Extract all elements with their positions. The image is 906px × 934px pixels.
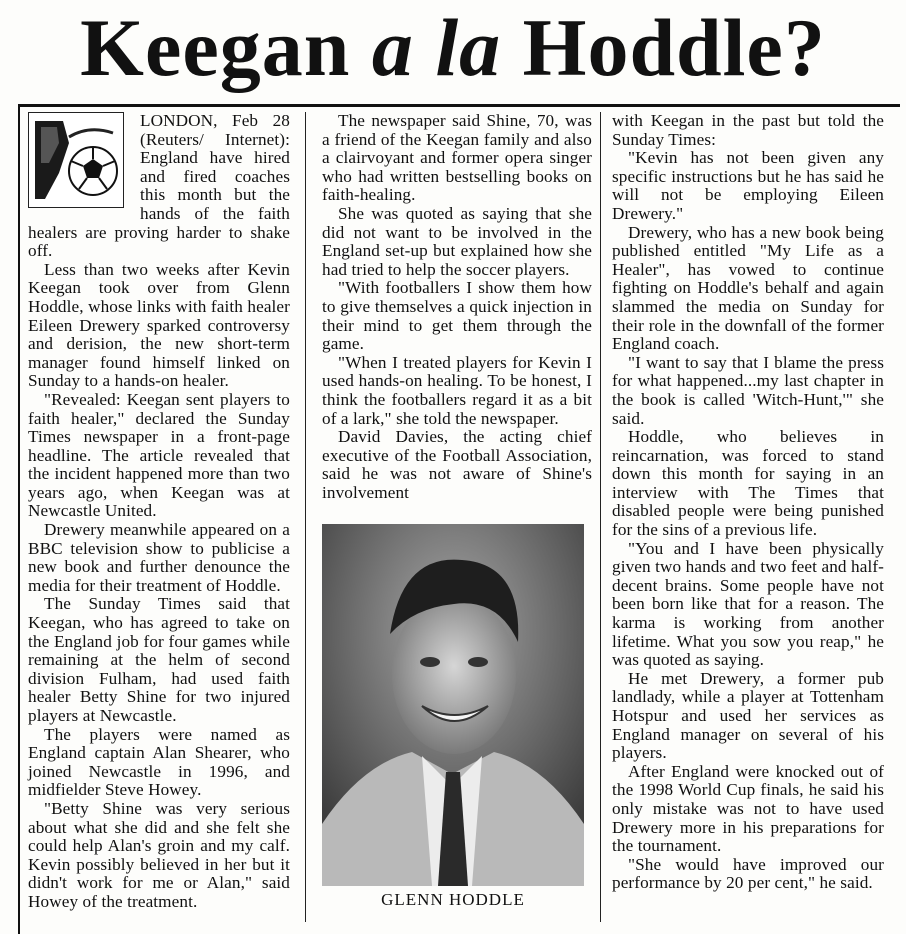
article-column-2 [322,112,592,502]
col2-p2: She was quoted as saying that she did not want to be involved in the England set-up but explained how she had tried to help the soccer players. [322,203,592,279]
col1-p4: Drewery meanwhile appeared on a BBC television show to publicise a new book and further denounce the media for their treatment of Hoddle. [28,520,290,595]
headline-part1: Keegan [80,2,351,93]
headline-part2: a la [371,2,502,93]
dateline: LONDON, Feb 28 (Reuters/ Internet): [140,111,290,149]
col3-p1: "Kevin has not been given any specific instructions but he has said he will not be employing Eileen Drewery." [612,148,884,223]
headline [0,0,906,106]
col3-p2: Drewery, who has a new book being published entitled "My Life as a Healer", has vowed to continue fighting on Hoddle's behalf and again slammed the media on Sunday for their role in the downfall of the former England coach. [612,222,884,354]
column-divider-2 [600,112,601,922]
col2-p3: "With footballers I show them how to give themselves a quick injection in their mind to get them through the game. [322,278,592,354]
photo-caption: GLENN HODDLE [381,890,525,909]
col3-p8: "She would have improved our performance by 20 per cent," he said. [612,854,884,893]
top-rule [18,104,900,107]
col1-p2: Less than two weeks after Kevin Keegan took over from Glenn Hoddle, whose links with faith healer Eileen Drewery sparked controversy and derision, the new short-term manager found himself linked on Sunday to a hands-on healer. [28,259,290,391]
article-column-1 [28,112,290,912]
col3-p0: with Keegan in the past but told the Sunday Times: [612,111,884,149]
article-column-3 [612,112,884,893]
left-rule [18,104,20,934]
headline-part3: Hoddle? [522,2,826,93]
col2-p1: The newspaper said Shine, 70, was a friend of the Keegan family and also a clairvoyant and former opera singer who had written bestselling books on faith-healing. [322,111,592,205]
col2-p4: "When I treated players for Kevin I used hands-on healing. To be honest, I think the footballers regard it as a bit of a lark," she told the newspaper. [322,352,592,428]
col1-p6: The players were named as England captain Alan Shearer, who joined Newcastle in 1996, and midfielder Steve Howey. [28,724,290,800]
col3-p7: After England were knocked out of the 1998 World Cup finals, he said his only mistake was not to have used Drewery more in his preparations for the tournament. [612,761,884,856]
col1-p3: "Revealed: Keegan sent players to faith healer," declared the Sunday Times newspaper in a front-page headline. The article revealed that the incident happened more than two years ago, when Keegan was at Newcastle United. [28,389,290,521]
hoddle-photo [322,524,584,886]
column-divider-1 [305,112,306,922]
col3-p6: He met Drewery, a former pub landlady, while a player at Tottenham Hotspur and used her services as England manager on several of his players. [612,668,884,763]
col2-p5: David Davies, the acting chief executive of the Football Association, said he was not aware of Shine's involvement [322,427,592,502]
col1-p5: The Sunday Times said that Keegan, who has agreed to take on the England job for four games while remaining at the helm of second division Fulham, had used faith healer Betty Shine for two injured players at Newcastle. [28,594,290,725]
col1-p1: England have hired and fired coaches this month but the hands of the faith healers are proving harder to shake off. [28,148,290,261]
football-logo-icon [28,112,124,208]
col3-p4: Hoddle, who believes in reincarnation, was forced to stand down this month for saying in an interview with The Times that disabled people were being punished for the sins of a previous life. [612,427,884,540]
col3-p5: "You and I have been physically given two hands and two feet and half-decent brains. Some people have not been born like that for a reason. The karma is working from another lifetime. What you sow you reap," he was quoted as saying. [612,538,884,670]
col1-p7: "Betty Shine was very serious about what she did and she felt she could help Alan's groin and my calf. Kevin possibly believed in her but it didn't work for me or Alan," said Howey of the treatment. [28,798,290,911]
col3-p3: "I want to say that I blame the press for what happened...my last chapter in the book is called 'Witch-Hunt,'" she said. [612,352,884,428]
